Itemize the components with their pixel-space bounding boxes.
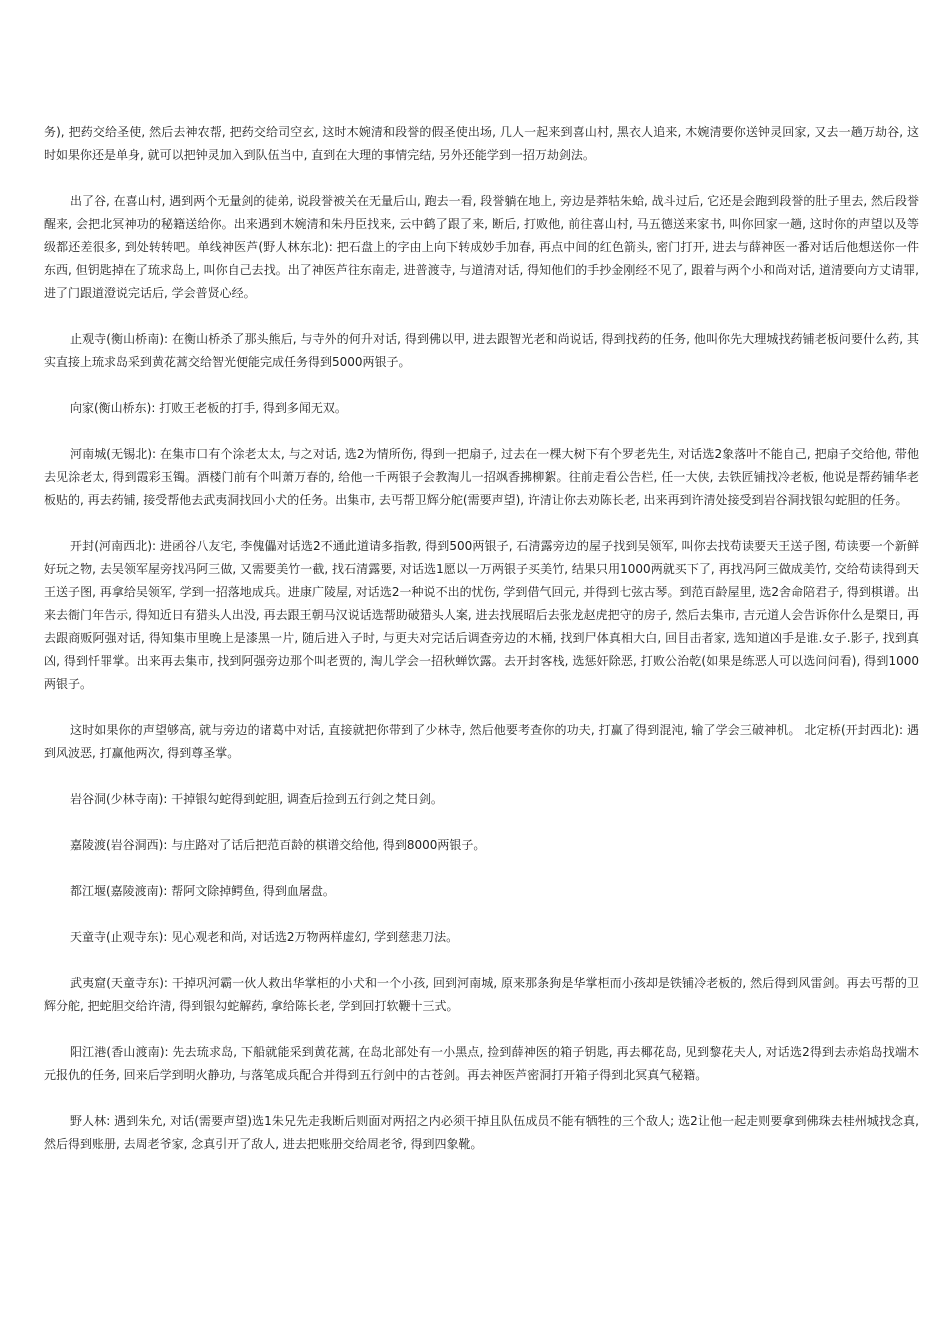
paragraph-henan-city: 河南城(无锡北): 在集市口有个涂老太太, 与之对话, 选2为情所伤, 得到一把扇子, 过去在一棵大树下有个罗老先生, 对话选2象落叶不能自己, 把扇子交给他, 带他去见涂老太, 得到霞彩玉镯。酒楼门前有个叫萧万春的, 给他一千两银子会教淘儿一招飒香拂柳絮。往前走看公告栏, 任一大侠, 去铁匠铺找冷老板, 他说是帮药铺华老板贴的, 再去药铺, 接受帮他去武夷洞找回小犬的任务。出集市, 去丐帮卫辉分舵(需要声望), 许清让你去劝陈长老, 出来再到许清处接受到岩谷洞找银勾蛇胆的任务。: [44, 447, 919, 507]
paragraph-tiantong-temple: 天童寺(止观寺东): 见心观老和尚, 对话选2万物两样虚幻, 学到慈悲刀法。: [70, 930, 459, 944]
paragraph-xishan-village: 出了谷, 在喜山村, 遇到两个无量剑的徒弟, 说段誉被关在无量后山, 跑去一看, 段誉躺在地上, 旁边是莽牯朱蛤, 战斗过后, 它还是会跑到段誉的肚子里去, 然后段誉醒来, 会把北冥神功的秘籍送给你。出来遇到木婉清和朱丹臣找来, 云中鹤了跟了来, 断后, 打败他, 前往喜山村, 马五德送来家书, 叫你回家一趟, 这时你的声望以及等级都还差很多, 到处转转吧。单线神医芦(野人林东北): 把石盘上的字由上向下转成妙手加春, 再点中间的红色箭头, 密门打开, 进去与薛神医一番对话后他想送你一件东西, 但钥匙掉在了琉求岛上, 叫你自己去找。出了神医芦往东南走, 进普渡寺, 与道清对话, 得知他们的手抄金刚经不见了, 跟着与两个小和尚对话, 道清要向方丈请罪, 进了门跟道澄说完话后, 学会普贤心经。: [44, 194, 919, 300]
paragraph-xiang-family: 向家(衡山桥东): 打败王老板的打手, 得到多闻无双。: [70, 401, 347, 415]
paragraph-jialing-ferry: 嘉陵渡(岩谷洞西): 与庄路对了话后把范百龄的棋谱交给他, 得到8000两银子。: [70, 838, 486, 852]
paragraph-kaifeng: 开封(河南西北): 进函谷八友宅, 李傀儡对话选2不通此道请多指教, 得到500两银子, 石清露旁边的屋子找到吴领军, 叫你去找苟读要天王送子图, 苟读要一个新鲜好玩之物, 去吴领军屋旁找冯阿三做, 又需要美竹一截, 找石清露要, 对话选1愿以一万两银子买美竹, 结果只用1000两就买下了, 再找冯阿三做成美竹, 交给苟读得到天王送子图, 再拿给吴领军, 学到一招落地成兵。进康广陵屋, 对话选2一种说不出的忧伤, 学到借气回元, 并得到七弦古琴。到范百龄屋里, 选2舍命陪君子, 得到棋谱。出来去衙门年告示, 得知近日有猎头人出没, 再去跟王朝马汉说话选帮助破猎头人案, 进去找展昭后去张龙赵虎把守的房子, 然后去集市, 吉元道人会告诉你什么是槊日, 再去跟商贩阿强对话, 得知集市里晚上是漆黑一片, 随后进入子时, 与更夫对完话后调查旁边的木桶, 找到尸体真相大白, 回目击者家, 选知道凶手是谁.女子.影子, 找到真凶, 得到忏罪掌。出来再去集市, 找到阿强旁边那个叫老贾的, 淘儿学会一招秋蝉饮露。去开封客栈, 选惩奸除恶, 打败公治乾(如果是练恶人可以选问问看), 得到1000两银子。: [44, 539, 919, 691]
paragraph-wanjie-valley: 务), 把药交给圣使, 然后去神农帮, 把药交给司空玄, 这时木婉清和段誉的假圣使出场, 几人一起来到喜山村, 黑衣人追来, 木婉清要你送钟灵回家, 又去一趟万劫谷, 这时如果你还是单身, 就可以把钟灵加入到队伍当中, 直到在大理的事情完结, 另外还能学到一招万劫剑法。: [44, 125, 919, 162]
paragraph-yangu-cave: 岩谷洞(少林寺南): 干掉银勾蛇得到蛇胆, 调查后捡到五行剑之梵日剑。: [70, 792, 443, 806]
paragraph-yangjiang-port: 阳江港(香山渡南): 先去琉求岛, 下船就能采到黄花蒿, 在岛北部处有一小黑点, 捡到薛神医的箱子钥匙, 再去椰花岛, 见到黎花夫人, 对话选2得到去赤焰岛找端木元报仇的任务, 回来后学到明火静功, 与落笔成兵配合并得到五行剑中的古苍剑。再去神医芦密洞打开箱子得到北冥真气秘籍。: [44, 1045, 919, 1082]
paragraph-wuyi-cave: 武夷窟(天童寺东): 干掉巩河霸一伙人救出华掌柜的小犬和一个小孩, 回到河南城, 原来那条狗是华掌柜而小孩却是铁铺冷老板的, 然后得到风雷剑。再去丐帮的卫辉分舵, 把蛇胆交给许清, 得到银勾蛇解药, 拿给陈长老, 学到回打软鞭十三式。: [44, 976, 919, 1013]
paragraph-zhiguan-temple: 止观寺(衡山桥南): 在衡山桥杀了那头熊后, 与寺外的何升对话, 得到佛以甲, 进去跟智光老和尚说话, 得到找药的任务, 他叫你先大理城找药铺老板问要什么药, 其实直接上琉求岛采到黄花蒿交给智光便能完成任务得到5000两银子。: [44, 332, 919, 369]
paragraph-shaolin-beiding-bridge: 这时如果你的声望够高, 就与旁边的诸葛中对话, 直接就把你带到了少林寺, 然后他要考查你的功夫, 打赢了得到混沌, 输了学会三破神机。 北定桥(开封西北): 遇到风波恶, 打赢他两次, 得到尊圣掌。: [44, 723, 919, 760]
paragraph-dujiangyan: 都江堰(嘉陵渡南): 帮阿文除掉鳄鱼, 得到血屠盘。: [70, 884, 335, 898]
paragraph-savage-forest: 野人林: 遇到朱允, 对话(需要声望)选1朱兄先走我断后则面对两招之内必须干掉且队伍成员不能有牺牲的三个敌人; 选2让他一起走则要拿到佛珠去桂州城找念真, 然后得到账册, 去周老爷家, 念真引开了敌人, 进去把账册交给周老爷, 得到四象靴。: [44, 1114, 919, 1151]
document-page: [44, 121, 919, 1179]
